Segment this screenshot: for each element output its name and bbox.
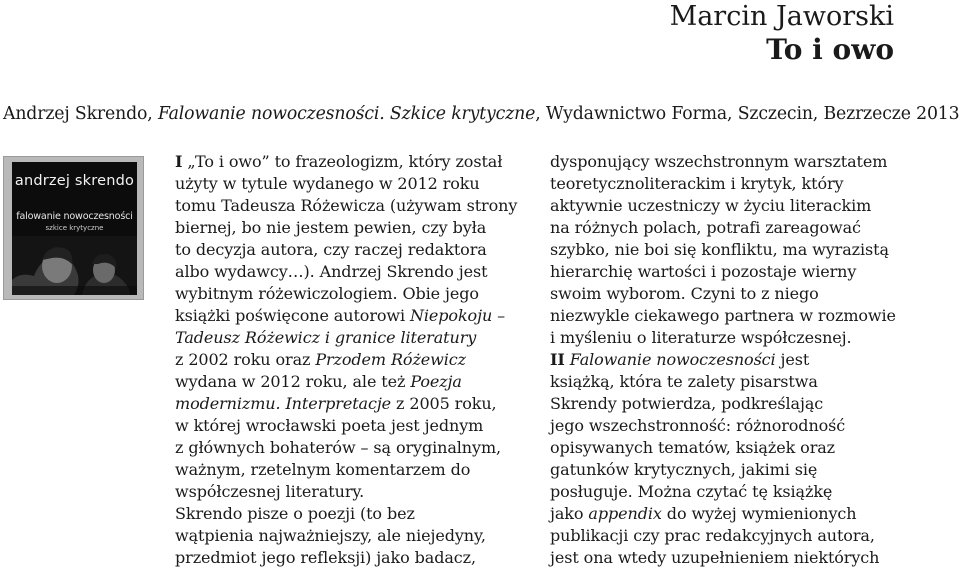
book-cover: [3, 156, 144, 300]
text-line: Tadeusz Różewicz i granice literatury: [175, 328, 477, 347]
text-line: gatunków krytycznych, jakimi się: [550, 460, 818, 479]
text-line: swoim wyborom. Czyni to z niego: [550, 284, 819, 303]
text-line: hierarchię wartości i pozostaje wierny: [550, 262, 857, 281]
text-line: wątpienia najważniejszy, ale niejedyny,: [175, 526, 486, 545]
text-line: na różnych polach, potrafi zareagować: [550, 218, 861, 237]
article-title: To i owo: [766, 33, 894, 66]
text-line: jest ona wtedy uzupełnieniem niektórych: [550, 548, 880, 567]
cover-portrait: [12, 236, 137, 295]
text-line: tomu Tadeusza Różewicza (używam strony: [175, 196, 518, 215]
text-line: Skrendy potwierdza, podkreślając: [550, 394, 824, 413]
section-number: II: [550, 350, 565, 369]
text-line: dysponujący wszechstronnym warsztatem: [550, 152, 888, 171]
text-line: II Falowanie nowoczesności jest: [550, 350, 810, 369]
book-cover-image: [12, 162, 137, 295]
bibliographic-note: [3, 101, 960, 127]
text-line: modernizmu. Interpretacje z 2005 roku,: [175, 394, 497, 413]
text-line: biernej, bo nie jestem pewien, czy była: [175, 218, 487, 237]
bib-author: Andrzej Skrendo,: [3, 104, 158, 124]
text-line: I „To i owo” to frazeologizm, który został: [175, 152, 503, 171]
text-line: albo wydawcy…). Andrzej Skrendo jest: [175, 262, 488, 281]
text-column-1: [175, 151, 545, 569]
cover-author: andrzej skrendo: [14, 173, 135, 189]
text-line: książki poświęcone autorowi Niepokoju –: [175, 306, 506, 325]
bib-publisher: , Wydawnictwo Forma, Szczecin, Bezrzecze 2013: [535, 104, 960, 124]
text-line: z 2002 roku oraz Przodem Różewicz: [175, 350, 466, 369]
text-line: użyty w tytule wydanego w 2012 roku: [175, 174, 480, 193]
author-name: Marcin Jaworski: [669, 1, 894, 32]
cover-subtitle: szkice krytyczne: [45, 224, 104, 232]
text-line: to decyzja autora, czy raczej redaktora: [175, 240, 487, 259]
text-column-2: [550, 151, 920, 569]
text-line: wydana w 2012 roku, ale też Poezja: [175, 372, 462, 391]
text-line: posługuje. Można czytać tę książkę: [550, 482, 833, 501]
text-line: szybko, nie boi się konfliktu, ma wyrazistą: [550, 240, 889, 259]
bib-book-title: Falowanie nowoczesności. Szkice krytyczne: [157, 104, 536, 124]
text-line: opisywanych tematów, książek oraz: [550, 438, 836, 457]
text-line: wybitnym różewiczologiem. Obie jego: [175, 284, 479, 303]
text-line: publikacji czy prac redakcyjnych autora,: [550, 526, 875, 545]
text-line: teoretycznoliterackim i krytyk, który: [550, 174, 844, 193]
text-line: książką, która te zalety pisarstwa: [550, 372, 818, 391]
text-line: aktywnie uczestniczy w życiu literackim: [550, 196, 872, 215]
section-number: I: [175, 152, 183, 171]
text-line: z głównych bohaterów – są oryginalnym,: [175, 438, 502, 457]
text-line: niezwykle ciekawego partnera w rozmowie: [550, 306, 896, 325]
text-line: w której wrocławski poeta jest jednym: [175, 416, 484, 435]
text-line: przedmiot jego refleksji) jako badacz,: [175, 548, 476, 567]
cover-title: falowanie nowoczesności: [16, 211, 133, 222]
text-line: jego wszechstronność: różnorodność: [550, 416, 846, 435]
text-line: ważnym, rzetelnym komentarzem do: [175, 460, 471, 479]
text-line: Skrendo pisze o poezji (to bez: [175, 504, 415, 523]
text-line: współczesnej literatury.: [175, 482, 365, 501]
text-line: jako appendix do wyżej wymienionych: [550, 504, 857, 523]
text-line: i myśleniu o literaturze współczesnej.: [550, 328, 852, 347]
